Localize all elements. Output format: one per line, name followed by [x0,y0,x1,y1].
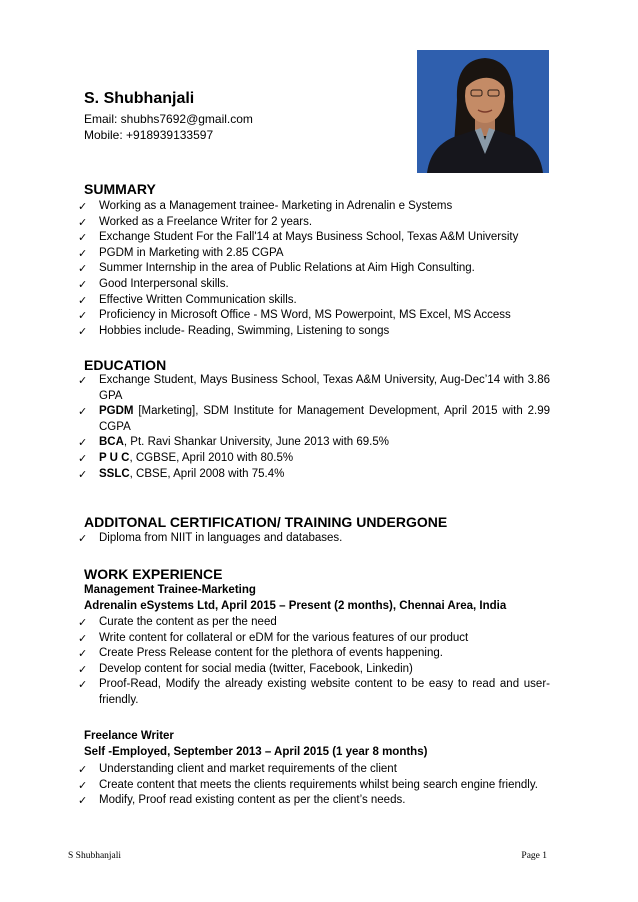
list-item [78,308,550,324]
list-item [78,324,550,340]
education-detail: , Pt. Ravi Shankar University, June 2013 with 69.5% [123,436,389,449]
checkmark-icon: ✓ [78,374,88,387]
checkmark-icon: ✓ [78,451,88,465]
list-item [78,531,550,547]
degree-name: PGDM [99,405,134,418]
list-item-text: Worked as a Freelance Writer for 2 years. [99,215,313,228]
list-item-text: Good Interpersonal skills. [99,277,229,290]
list-item-text: Diploma from NIIT in languages and databases. [99,532,343,544]
job-company: Self -Employed, September 2013 – April 2015 (1 year 8 months) [84,746,428,758]
education-detail: , CGBSE, April 2010 with 80.5% [129,451,294,464]
list-item [78,435,550,451]
certification-list [78,531,550,547]
checkmark-icon: ✓ [78,662,88,676]
checkmark-icon: ✓ [78,616,88,629]
checkmark-icon: ✓ [78,436,88,450]
checkmark-icon: ✓ [78,405,88,419]
checkmark-icon: ✓ [78,309,88,323]
list-item [78,646,550,662]
list-item-text: Effective Written Communication skills. [99,293,297,306]
checkmark-icon: ✓ [78,215,88,229]
checkmark-icon: ✓ [78,647,88,661]
checkmark-icon: ✓ [78,794,88,808]
list-item-text: Understanding client and market requirements of the client [99,763,397,775]
list-item-text: Modify, Proof read existing content as per the client’s needs. [99,794,406,807]
list-item [78,293,550,309]
education-detail: [Marketing], SDM Institute for Management Development, April 2015 with 2.99 CGPA [99,405,550,433]
list-item-text: Develop content for social media (twitter, Facebook, Linkedin) [99,662,413,675]
list-item [78,662,550,678]
list-item [78,631,550,647]
summary-heading: SUMMARY [84,181,156,197]
education-list [78,373,550,482]
list-item-text: Working as a Management trainee- Marketing in Adrenalin e Systems [99,200,453,212]
education-heading: EDUCATION [84,357,167,373]
list-item [78,373,550,404]
footer-author: S Shubhanjali [68,851,122,861]
list-item-text: Proof-Read, Modify the already existing website content to be easy to read and user-friendly. [99,678,550,706]
checkmark-icon: ✓ [78,778,88,792]
checkmark-icon: ✓ [78,262,88,276]
list-item-text: Hobbies include- Reading, Swimming, Listening to songs [99,324,390,337]
job-duties-list [78,762,550,809]
list-item-text: PGDM in Marketing with 2.85 CGPA [99,246,284,259]
list-item-text: Exchange Student For the Fall'14 at Mays Business School, Texas A&M University [99,231,519,244]
checkmark-icon: ✓ [78,293,88,307]
list-item [78,277,550,293]
list-item [78,793,550,809]
checkmark-icon: ✓ [78,678,88,692]
list-item [78,467,550,483]
job-role: Management Trainee-Marketing [84,584,256,596]
summary-list [78,199,550,339]
footer-page-number: Page 1 [521,851,547,861]
checkmark-icon: ✓ [78,324,88,338]
list-item [78,762,550,778]
list-item [78,199,550,215]
work-experience-heading: WORK EXPERIENCE [84,566,223,582]
profile-photo [417,50,549,173]
list-item [78,451,550,467]
list-item [78,778,550,794]
checkmark-icon: ✓ [78,532,88,545]
checkmark-icon: ✓ [78,231,88,245]
list-item-text: Curate the content as per the need [99,616,277,628]
list-item [78,677,550,708]
email-line: Email: shubhs7692@gmail.com [84,112,253,126]
candidate-name: S. Shubhanjali [84,90,195,107]
education-detail: , CBSE, April 2008 with 75.4% [129,467,285,480]
mobile-line: Mobile: +918939133597 [84,128,214,142]
checkmark-icon: ✓ [78,763,88,776]
list-item [78,246,550,262]
list-item-text: Create Press Release content for the plethora of events happening. [99,647,443,660]
checkmark-icon: ✓ [78,277,88,291]
list-item-text: Write content for collateral or eDM for the various features of our product [99,631,469,644]
job-company: Adrenalin eSystems Ltd, April 2015 – Present (2 months), Chennai Area, India [84,600,507,612]
list-item [78,615,550,631]
education-detail: Exchange Student, Mays Business School, Texas A&M University, Aug-Dec’14 with 3.86 GPA [99,374,550,402]
list-item-text: Proficiency in Microsoft Office - MS Word, MS Powerpoint, MS Excel, MS Access [99,309,511,322]
job-role: Freelance Writer [84,730,174,742]
list-item [78,215,550,231]
list-item [78,230,550,246]
degree-name: SSLC [99,467,130,480]
certification-heading: ADDITONAL CERTIFICATION/ TRAINING UNDERGONE [84,514,448,530]
checkmark-icon: ✓ [78,200,88,213]
checkmark-icon: ✓ [78,467,88,481]
checkmark-icon: ✓ [78,246,88,260]
list-item [78,404,550,435]
degree-name: P U C [99,451,130,464]
degree-name: BCA [99,436,124,449]
checkmark-icon: ✓ [78,631,88,645]
list-item [78,261,550,277]
job-duties-list [78,615,550,709]
list-item-text: Create content that meets the clients requirements whilst being search engine friendly. [99,778,538,791]
list-item-text: Summer Internship in the area of Public Relations at Aim High Consulting. [99,262,475,275]
